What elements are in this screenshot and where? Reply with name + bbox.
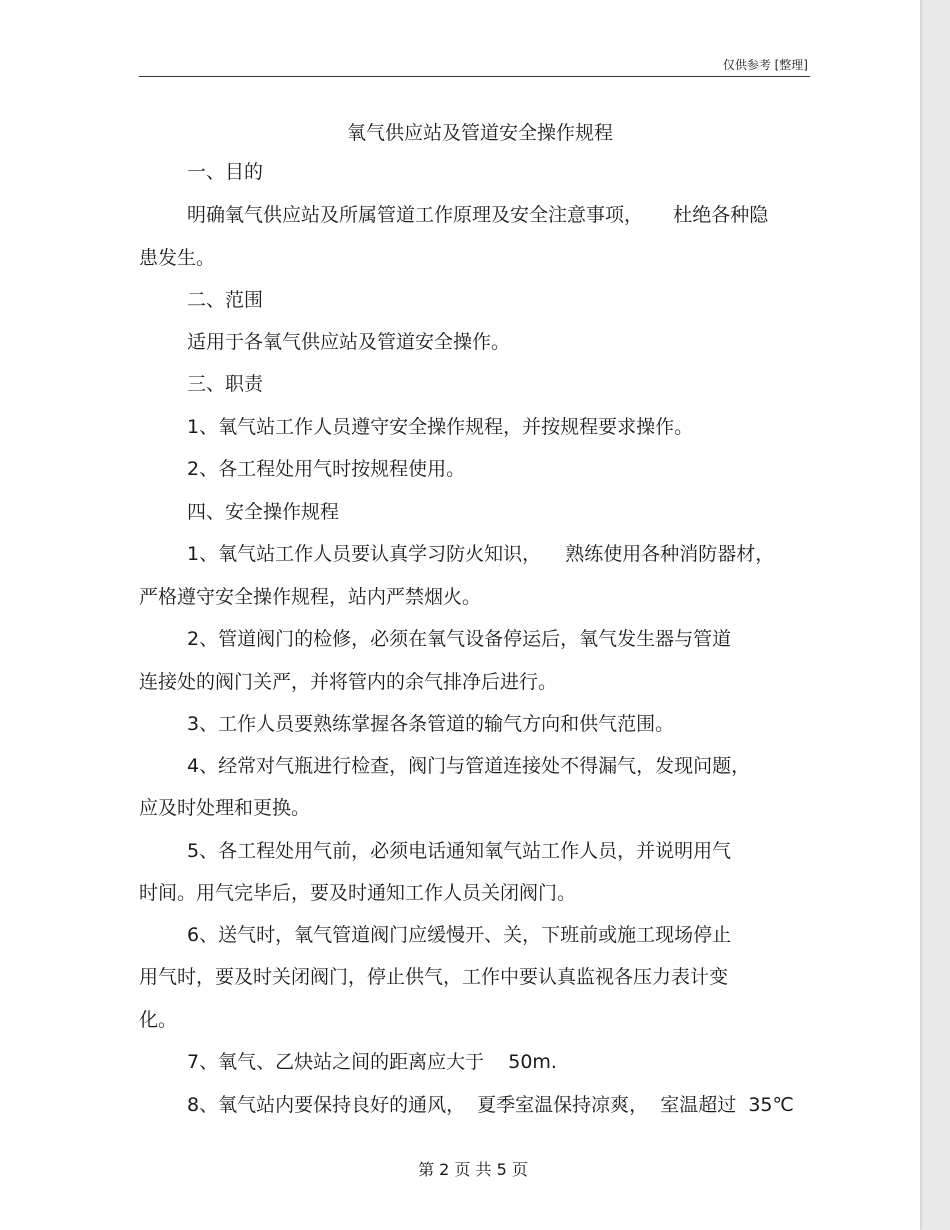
list-item: 6、送气时，氧气管道阀门应缓慢开、关，下班前或施工现场停止	[187, 924, 732, 946]
paragraph-line: 明确氧气供应站及所属管道工作原理及安全注意事项， 杜绝各种隐	[187, 204, 769, 226]
list-item: 1、氧气站工作人员遵守安全操作规程，并按规程要求操作。	[187, 416, 694, 438]
paragraph-line: 患发生。	[139, 247, 216, 269]
page-number-footer: 第 2 页 共 5 页	[418, 1160, 528, 1179]
document-title: 氧气供应站及管道安全操作规程	[346, 122, 613, 144]
list-item-cont: 严格遵守安全操作规程，站内严禁烟火。	[139, 586, 482, 608]
header-note: 仅供参考 [整理]	[722, 58, 808, 72]
list-item-cont: 时间。用气完毕后，要及时通知工作人员关闭阀门。	[139, 882, 577, 904]
list-item: 3、工作人员要熟练掌握各条管道的输气方向和供气范围。	[187, 713, 675, 735]
paragraph-line: 适用于各氧气供应站及管道安全操作。	[187, 331, 511, 353]
list-item: 5、各工程处用气前，必须电话通知氧气站工作人员，并说明用气	[187, 840, 732, 862]
list-item: 8、氧气站内要保持良好的通风， 夏季室温保持凉爽， 室温超过 35℃	[187, 1094, 794, 1116]
list-item: 1、氧气站工作人员要认真学习防火知识， 熟练使用各种消防器材，	[187, 543, 775, 565]
list-item: 2、管道阀门的检修，必须在氧气设备停运后，氧气发生器与管道	[187, 628, 732, 650]
header-divider	[139, 76, 810, 77]
list-item-cont: 用气时，要及时关闭阀门，停止供气，工作中要认真监视各压力表计变	[139, 966, 729, 988]
list-item: 4、经常对气瓶进行检查，阀门与管道连接处不得漏气，发现问题，	[187, 755, 751, 777]
list-item-cont: 化。	[139, 1009, 178, 1031]
section-heading-purpose: 一、目的	[187, 161, 264, 183]
section-heading-scope: 二、范围	[187, 289, 264, 311]
section-heading-procedures: 四、安全操作规程	[187, 501, 340, 523]
list-item: 7、氧气、乙炔站之间的距离应大于 50m.	[187, 1051, 557, 1073]
section-heading-duties: 三、职责	[187, 373, 264, 395]
list-item: 2、各工程处用气时按规程使用。	[187, 458, 466, 480]
list-item-cont: 应及时处理和更换。	[139, 797, 311, 819]
list-item-cont: 连接处的阀门关严，并将管内的余气排净后进行。	[139, 671, 558, 693]
